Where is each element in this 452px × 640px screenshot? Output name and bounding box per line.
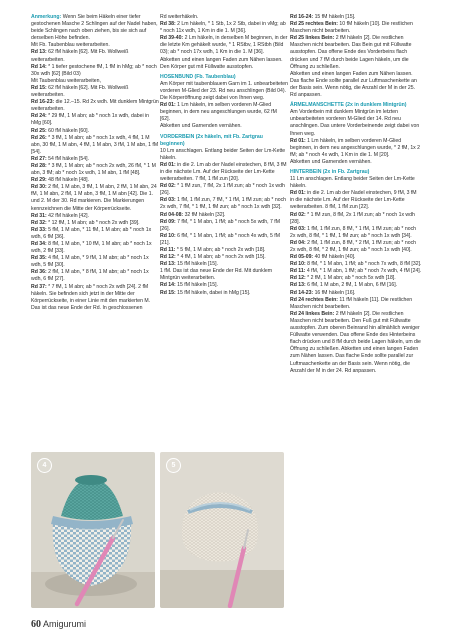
instruction-text: * 3 fM, 1 M abn; ab * noch 2x wdh, 26 fM, * 1 M abn, 3 fM; ab * noch 1x wdh, 1 M abn, 1 fM [48].	[31, 162, 158, 177]
instruction-text: 2 fM, 1 fM zun, 8 fM, * 2 fM, 1 fM zun; ab * noch 2x wdh, 8 fM, * 2 fM, 1 fM zun; ab * noch 1x wdh [40].	[290, 239, 418, 253]
heading: HOSENBUND (Fb. Taubenblau)	[160, 73, 236, 80]
paragraph	[160, 254, 288, 261]
round-label: Rd 31:	[31, 212, 47, 219]
instruction-text: Mit Fb. Taubenblau weiterarbeiten.	[31, 42, 110, 49]
paragraph	[160, 81, 288, 102]
round-label: Rd 04:	[290, 239, 306, 246]
paragraph	[290, 109, 422, 137]
instruction-text: 2 fM häkeln [2]. Die restlichen Maschen nicht bearbeiten. Den Fuß gut mit Füllwatte ausstopfen. Zum oberen Beinrand hin allmählich weniger Füllwatte verwenden. Das offene Ende des Hinterbeins flach drücken und 8 fM durch beide Lagen häkeln, um die Öffnung zu schließen. Abketten und einen langen Faden zum Nähen lassen. Das flache Ende sollte parallel zur Luftmaschenkette an der Basis sein. Wenn nötig, die Anzahl der M in der 24. Rd anpassen.	[290, 310, 423, 374]
paragraph	[31, 99, 159, 113]
round-label: Rd 13:	[290, 282, 306, 289]
paragraph	[31, 49, 159, 63]
round-label: Rd 15:	[31, 84, 47, 91]
instruction-text: 8 fM, 1 M abn, * 10 fM, 1 M abn; ab * noch 1x wdh, 2 fM [33].	[31, 241, 154, 255]
paragraph	[31, 163, 159, 177]
paragraph	[31, 255, 159, 269]
round-label: Rd 09:	[160, 218, 176, 225]
instruction-text: 15 fM häkeln [15].	[175, 282, 219, 289]
crochet-leg-illustration	[160, 452, 284, 608]
paragraph	[290, 169, 422, 176]
paragraph	[160, 233, 288, 247]
paragraph	[31, 135, 159, 156]
text-column-2	[160, 14, 288, 297]
paragraph	[160, 102, 288, 123]
instruction-text: 1 fM, 1 fM zun, 8 fM, * 1 fM, 1 fM zun; ab * noch 2x wdh, 8 fM, * 1 fM, 1 fM zun; ab * noch 1x wdh [34].	[290, 225, 418, 239]
instruction-text: 6 fM, 1 M abn, 2 fM, 1 M abn, 6 fM [16].	[305, 282, 398, 289]
instruction-text: 2 fM, 1 M abn, 3 fM, 1 M abn, 2 fM, 1 M abn, 24 fM, 1 M abn, 2 fM, 1 M abn, 3 fM, 1 M abn [42]. Die 1. und 2. M der 30. Rd markieren. Die Markierungen kennzeichnen die Mitte der Körperrückseite.	[31, 184, 159, 212]
instruction-text: 60 fM häkeln [60].	[46, 127, 90, 134]
instruction-text: * 1 tiefer gestochene fM, 1 fM in hMg; ab * noch 30x wdh [62] (Bild 03)	[31, 63, 159, 77]
paragraph	[31, 284, 159, 312]
round-label: Rd 30:	[31, 184, 47, 191]
paragraph	[160, 57, 288, 71]
paragraph	[160, 162, 288, 183]
instruction-text: * 3 fM, 1 M abn; ab * noch 1x wdh, 4 fM, 1 M abn, 30 fM, 1 M abn, 4 fM, 1 M abn, 3 fM, 1 M abn, 1 fM [54].	[31, 134, 160, 155]
step-badge-5: 5	[166, 458, 181, 473]
round-label: Rd 15:	[160, 289, 176, 296]
paragraph	[31, 241, 159, 255]
round-label: Rd 32:	[31, 219, 47, 226]
page-footer	[31, 619, 86, 630]
instruction-text: 5 fM, 1 M abn, * 11 fM, 1 M abn; ab * noch 1x wdh, 6 fM [36].	[31, 226, 153, 240]
paragraph	[31, 64, 159, 78]
text-column-1	[31, 14, 159, 312]
instruction-text: 1 Lm häkeln, im selben vorderen M-Glied beginnen, in dem neu angeschlungen wurde, 62 fM [62].	[160, 102, 279, 123]
heading: HINTERBEIN (2x in Fb. Zartgrau)	[290, 168, 370, 175]
paragraph	[31, 177, 159, 184]
paragraph	[290, 282, 422, 289]
instruction-text: * 4 fM, 1 M abn; ab * noch 2x wdh [15].	[175, 254, 266, 261]
instruction-text: 2 Lm häkeln, * 1 Stb, 1x 2 Stb, dabei in vMg; ab * noch 11x wdh, 1 Km in die 1. M [36].	[160, 21, 288, 35]
paragraph	[160, 261, 288, 268]
round-label: Rd 34:	[31, 241, 47, 247]
instruction-text: die 12.–15. Rd 2x wdh. Mit dunklem Mintgrün weiterarbeiten.	[31, 99, 161, 113]
instruction-text: 10 fM häkeln [10]. Die restlichen Maschen nicht bearbeiten.	[290, 21, 415, 35]
round-label: Rd 24:	[31, 113, 47, 120]
instruction-text: 1 Lm häkeln, im selben vorderen M-Glied beginnen, in dem neu angeschlungen wurde, * 2 fM, 1x 2 fM; ab * noch 4x wdh, 1 Km in die 1. M [20].	[290, 137, 422, 158]
paragraph	[160, 35, 288, 56]
instruction-text: 62 fM häkeln [62]. Mit Fb. Wollweiß weiterarbeiten.	[31, 84, 130, 99]
paragraph	[160, 21, 288, 35]
round-label: Rd 10:	[290, 261, 306, 268]
instruction-text: in die 2. Lm ab der Nadel einstechen, 9 fM, 3 fM in die nächste Lm. Auf der Rückseite der Lm-Kette weiterarbeiten. 8 fM, 1 fM zun [22].	[290, 190, 419, 211]
paragraph	[31, 156, 159, 163]
round-label: Rd 10:	[160, 232, 176, 239]
paragraph	[31, 128, 159, 135]
heading: VORDERBEIN (2x häkeln, mit Fb. Zartgrau beginnen)	[160, 133, 265, 147]
instruction-text: Rd weiterhäkeln.	[160, 14, 199, 20]
instruction-text: 15 fM häkeln, dabei in hMg [15].	[175, 289, 251, 296]
instruction-text: 2 fM, 1 M abn, * 8 fM, 1 M abn; ab * noch 1x wdh, 6 fM [27].	[31, 269, 151, 283]
paragraph	[290, 21, 422, 35]
round-label: Rd 25:	[31, 127, 47, 134]
paragraph	[290, 138, 422, 159]
paragraph	[160, 148, 288, 162]
paragraph	[290, 212, 422, 226]
instruction-text: 40 fM häkeln [40].	[313, 254, 356, 261]
round-label: Rd 28:	[31, 162, 47, 169]
paragraph	[290, 71, 422, 99]
instruction-text: Abketten und einen langen Faden zum Nähen lassen. Das flache Ende sollte parallel zur Luftmaschenkette an der Basis sein. Wenn nötig, die Anzahl der M in der 25. Rd anpassen.	[290, 70, 419, 99]
round-label: Rd 25 linkes Bein:	[290, 35, 335, 42]
instruction-text: * 7 fM, 1 M abn; ab * noch 2x wdh [24]. 2 fM häkeln. Sie befinden sich jetzt in der Mitte der Körperrückseite, in einer Linie mit den markierten M. Das ist das neue Ende der Rd. In geschlossenen	[31, 283, 152, 311]
instruction-text: * 5 fM, 1 M abn; ab * noch 2x wdh [18].	[175, 247, 266, 253]
instruction-text: * 12 fM, 1 M abn; ab * noch 2x wdh [39].	[46, 219, 140, 226]
round-label: Rd 11:	[160, 247, 176, 253]
paragraph	[160, 134, 288, 148]
paragraph	[160, 219, 288, 233]
round-label: Rd 04-08:	[160, 211, 184, 218]
instruction-text: in die 2. Lm ab der Nadel einstechen, 8 fM, 3 fM in die nächste Lm. Auf der Rückseite der Lm-Kette weiterarbeiten. 7 fM, 1 fM zun [20].	[160, 161, 289, 183]
round-label: Rd 05-09:	[290, 254, 314, 261]
instruction-text: 48 fM häkeln [48].	[46, 177, 90, 184]
paragraph	[290, 240, 422, 254]
paragraph	[160, 123, 288, 130]
round-label: Rd 03:	[160, 197, 176, 204]
paragraph	[160, 74, 288, 81]
round-label: Rd 33:	[31, 226, 47, 233]
paragraph	[160, 14, 288, 21]
instruction-text: * 2 fM, 1 M abn; ab * noch 5x wdh [18].	[305, 275, 396, 282]
instruction-text: Abketten und Garnenden vernähen.	[160, 123, 242, 130]
round-label: Rd 14-23:	[290, 289, 314, 296]
round-label: Rd 11:	[290, 268, 306, 275]
round-label: Rd 01:	[290, 190, 306, 197]
heading: Anmerkung:	[31, 14, 62, 20]
instruction-text: 62 fM häkeln [62]. Mit Fb. Wollweiß weiterarbeiten.	[31, 49, 130, 63]
instruction-text: 2 Lm häkeln, in derselben M beginnen, in der die letzte Km gehäkelt wurde, * 1 RStbv, 1 RStbh (Bild 03); ab * noch 17x wdh, 1 Km in die 1. M [36].	[160, 35, 289, 56]
instruction-text: Abketten und Garnenden vernähen.	[290, 158, 372, 165]
round-label: Rd 03:	[290, 225, 306, 232]
round-label: Rd 29:	[31, 177, 47, 184]
paragraph	[290, 35, 422, 70]
round-label: Rd 02:	[160, 183, 176, 190]
round-label: Rd 26:	[31, 134, 47, 141]
paragraph	[290, 14, 422, 21]
instruction-text: 16 fM häkeln [16].	[313, 289, 356, 296]
instruction-text: 15 fM häkeln [15].	[313, 14, 356, 20]
paragraph	[290, 190, 422, 211]
instruction-text: * 1 fM zun, 8 fM, 2x 1 fM zun; ab * noch 1x wdh [28].	[290, 211, 417, 225]
round-label: Rd 12:	[160, 254, 176, 261]
paragraph	[290, 268, 422, 275]
paragraph	[31, 78, 159, 85]
round-label: Rd 25 rechtes Bein:	[290, 21, 338, 28]
instruction-text: 54 fM häkeln [54].	[46, 155, 90, 162]
instruction-text: 15 fM häkeln [15].	[175, 261, 219, 268]
paragraph	[31, 85, 159, 99]
paragraph	[290, 176, 422, 190]
instruction-text: * 29 fM, 1 M abn; ab * noch 1x wdh, dabei in hMg [60].	[31, 113, 151, 127]
paragraph	[290, 159, 422, 166]
paragraph	[160, 212, 288, 219]
paragraph	[160, 183, 288, 197]
round-label: Rd 24 linkes Bein:	[290, 310, 335, 317]
instruction-text: 8 fM, * 1 M abn, 1 fM; ab * noch 7x wdh, 8 fM [32].	[305, 261, 422, 268]
instruction-text: Wenn Sie beim Häkeln einer tiefer gestochenen Masche 2 Schlingen auf der Nadel haben, beide Schlingen nach oben ziehen, bis sie sich auf derselben Höhe befinden.	[31, 14, 160, 42]
paragraph	[160, 290, 288, 297]
instruction-text: Am Körper mit taubenblauem Garn im 1. unbearbeiteten vorderen M-Glied der 23. Rd neu anschlingen (Bild 04). Die Körperöffnung zeigt dabei von Ihnen weg.	[160, 80, 290, 102]
instruction-text: 4 fM, 1 M abn, * 9 fM, 1 M abn; ab * noch 1x wdh, 5 fM [30].	[31, 255, 151, 269]
instruction-text: Am Vorderbein mit dunklem Mintgrün im letzten unbearbeiteten vorderen M-Glied der 14. Rd neu anschlingen. Das untere Vorderbeinende zeigt dabei von Ihnen weg.	[290, 109, 421, 137]
round-label: Rd 36:	[31, 269, 47, 276]
instruction-text: 32 fM häkeln [32].	[183, 211, 226, 218]
photo-step-5	[160, 452, 284, 608]
round-label: Rd 13:	[31, 49, 47, 56]
round-label: Rd 14:	[31, 63, 47, 70]
instruction-text: Mit Taubenblau weiterarbeiten,	[31, 77, 101, 84]
paragraph	[290, 102, 422, 109]
paragraph	[31, 220, 159, 227]
round-label: Rd 01:	[160, 102, 176, 109]
instruction-text: 7 fM, * 1 M abn, 1 fM; ab * noch 5x wdh, 7 fM [26].	[160, 218, 282, 232]
round-label: Rd 38:	[160, 21, 176, 28]
paragraph	[31, 184, 159, 212]
paragraph	[31, 42, 159, 49]
instruction-text: * 1 fM zun, 7 fM, 2x 1 fM zun; ab * noch 1x wdh [26].	[160, 183, 287, 197]
paragraph	[160, 282, 288, 289]
round-label: Rd 14:	[160, 282, 176, 289]
paragraph	[290, 311, 422, 375]
paragraph	[290, 290, 422, 297]
round-label: Rd 02:	[290, 211, 306, 218]
round-label: Rd 01:	[290, 137, 306, 144]
step-badge-4: 4	[37, 458, 52, 473]
round-label: Rd 39-40:	[160, 35, 184, 42]
instruction-text: 10 Lm anschlagen. Entlang beider Seiten der Lm-Kette häkeln.	[160, 147, 287, 161]
paragraph	[290, 226, 422, 240]
instruction-text: 11 fM häkeln [11]. Die restlichen Maschen nicht bearbeiten.	[290, 296, 414, 310]
page-number: 60	[31, 619, 41, 630]
round-label: Rd 35:	[31, 255, 47, 262]
round-label: Rd 37:	[31, 283, 47, 290]
instruction-text: 6 fM, * 1 M abn, 1 fM; ab * noch 4x wdh, 5 fM [21].	[160, 232, 282, 246]
instruction-text: 11 Lm anschlagen. Entlang beider Seiten der Lm-Kette häkeln.	[290, 176, 417, 190]
paragraph	[31, 227, 159, 241]
round-label: Rd 12:	[290, 275, 306, 282]
paragraph	[290, 275, 422, 282]
instruction-text: 1 fM. Das ist das neue Ende der Rd. Mit dunklem Mintgrün weiterarbeiten.	[160, 268, 274, 282]
heading: ÄRMELMANSCHETTE (2x in dunklem Mintgrün)	[290, 102, 407, 109]
paragraph	[31, 269, 159, 283]
round-label: Rd 24 rechtes Bein:	[290, 296, 338, 303]
paragraph	[31, 113, 159, 127]
paragraph	[160, 197, 288, 211]
instruction-text: 42 fM häkeln [42].	[46, 212, 90, 219]
instruction-text: 1 fM, 1 fM zun, 7 fM, * 1 fM, 1 fM zun; ab * noch 2x wdh, 7 fM, * 1 fM, 1 fM zun; ab * noch 1x wdh [32].	[160, 197, 288, 211]
round-label: Rd 16-23:	[31, 99, 55, 106]
round-label: Rd 01:	[160, 161, 176, 168]
round-label: Rd 13:	[160, 261, 176, 268]
section-title: Amigurumi	[43, 619, 87, 629]
paragraph	[290, 254, 422, 261]
photo-step-4	[31, 452, 155, 608]
round-label: Rd 16-24:	[290, 14, 314, 20]
paragraph	[290, 261, 422, 268]
instruction-text: Abketten und einen langen Faden zum Nähen lassen. Den Körper gut mit Füllwatte ausstopfen.	[160, 56, 285, 70]
instruction-text: 4 fM, * 1 M abn, 1 fM; ab * noch 7x wdh, 4 fM [24].	[305, 268, 422, 275]
paragraph	[31, 14, 159, 42]
paragraph	[160, 247, 288, 254]
instruction-text: 2 fM häkeln [2]. Die restlichen Maschen nicht bearbeiten. Das Bein gut mit Füllwatte ausstopfen. Das offene Ende des Vorderbeins flach drücken und 7 fM durch beide Lagen häkeln, um die Öffnung zu schließen.	[290, 35, 413, 70]
paragraph	[31, 213, 159, 220]
paragraph	[290, 297, 422, 311]
text-column-3	[290, 14, 422, 375]
crochet-body-illustration	[31, 452, 155, 608]
round-label: Rd 27:	[31, 155, 47, 162]
paragraph	[160, 268, 288, 282]
